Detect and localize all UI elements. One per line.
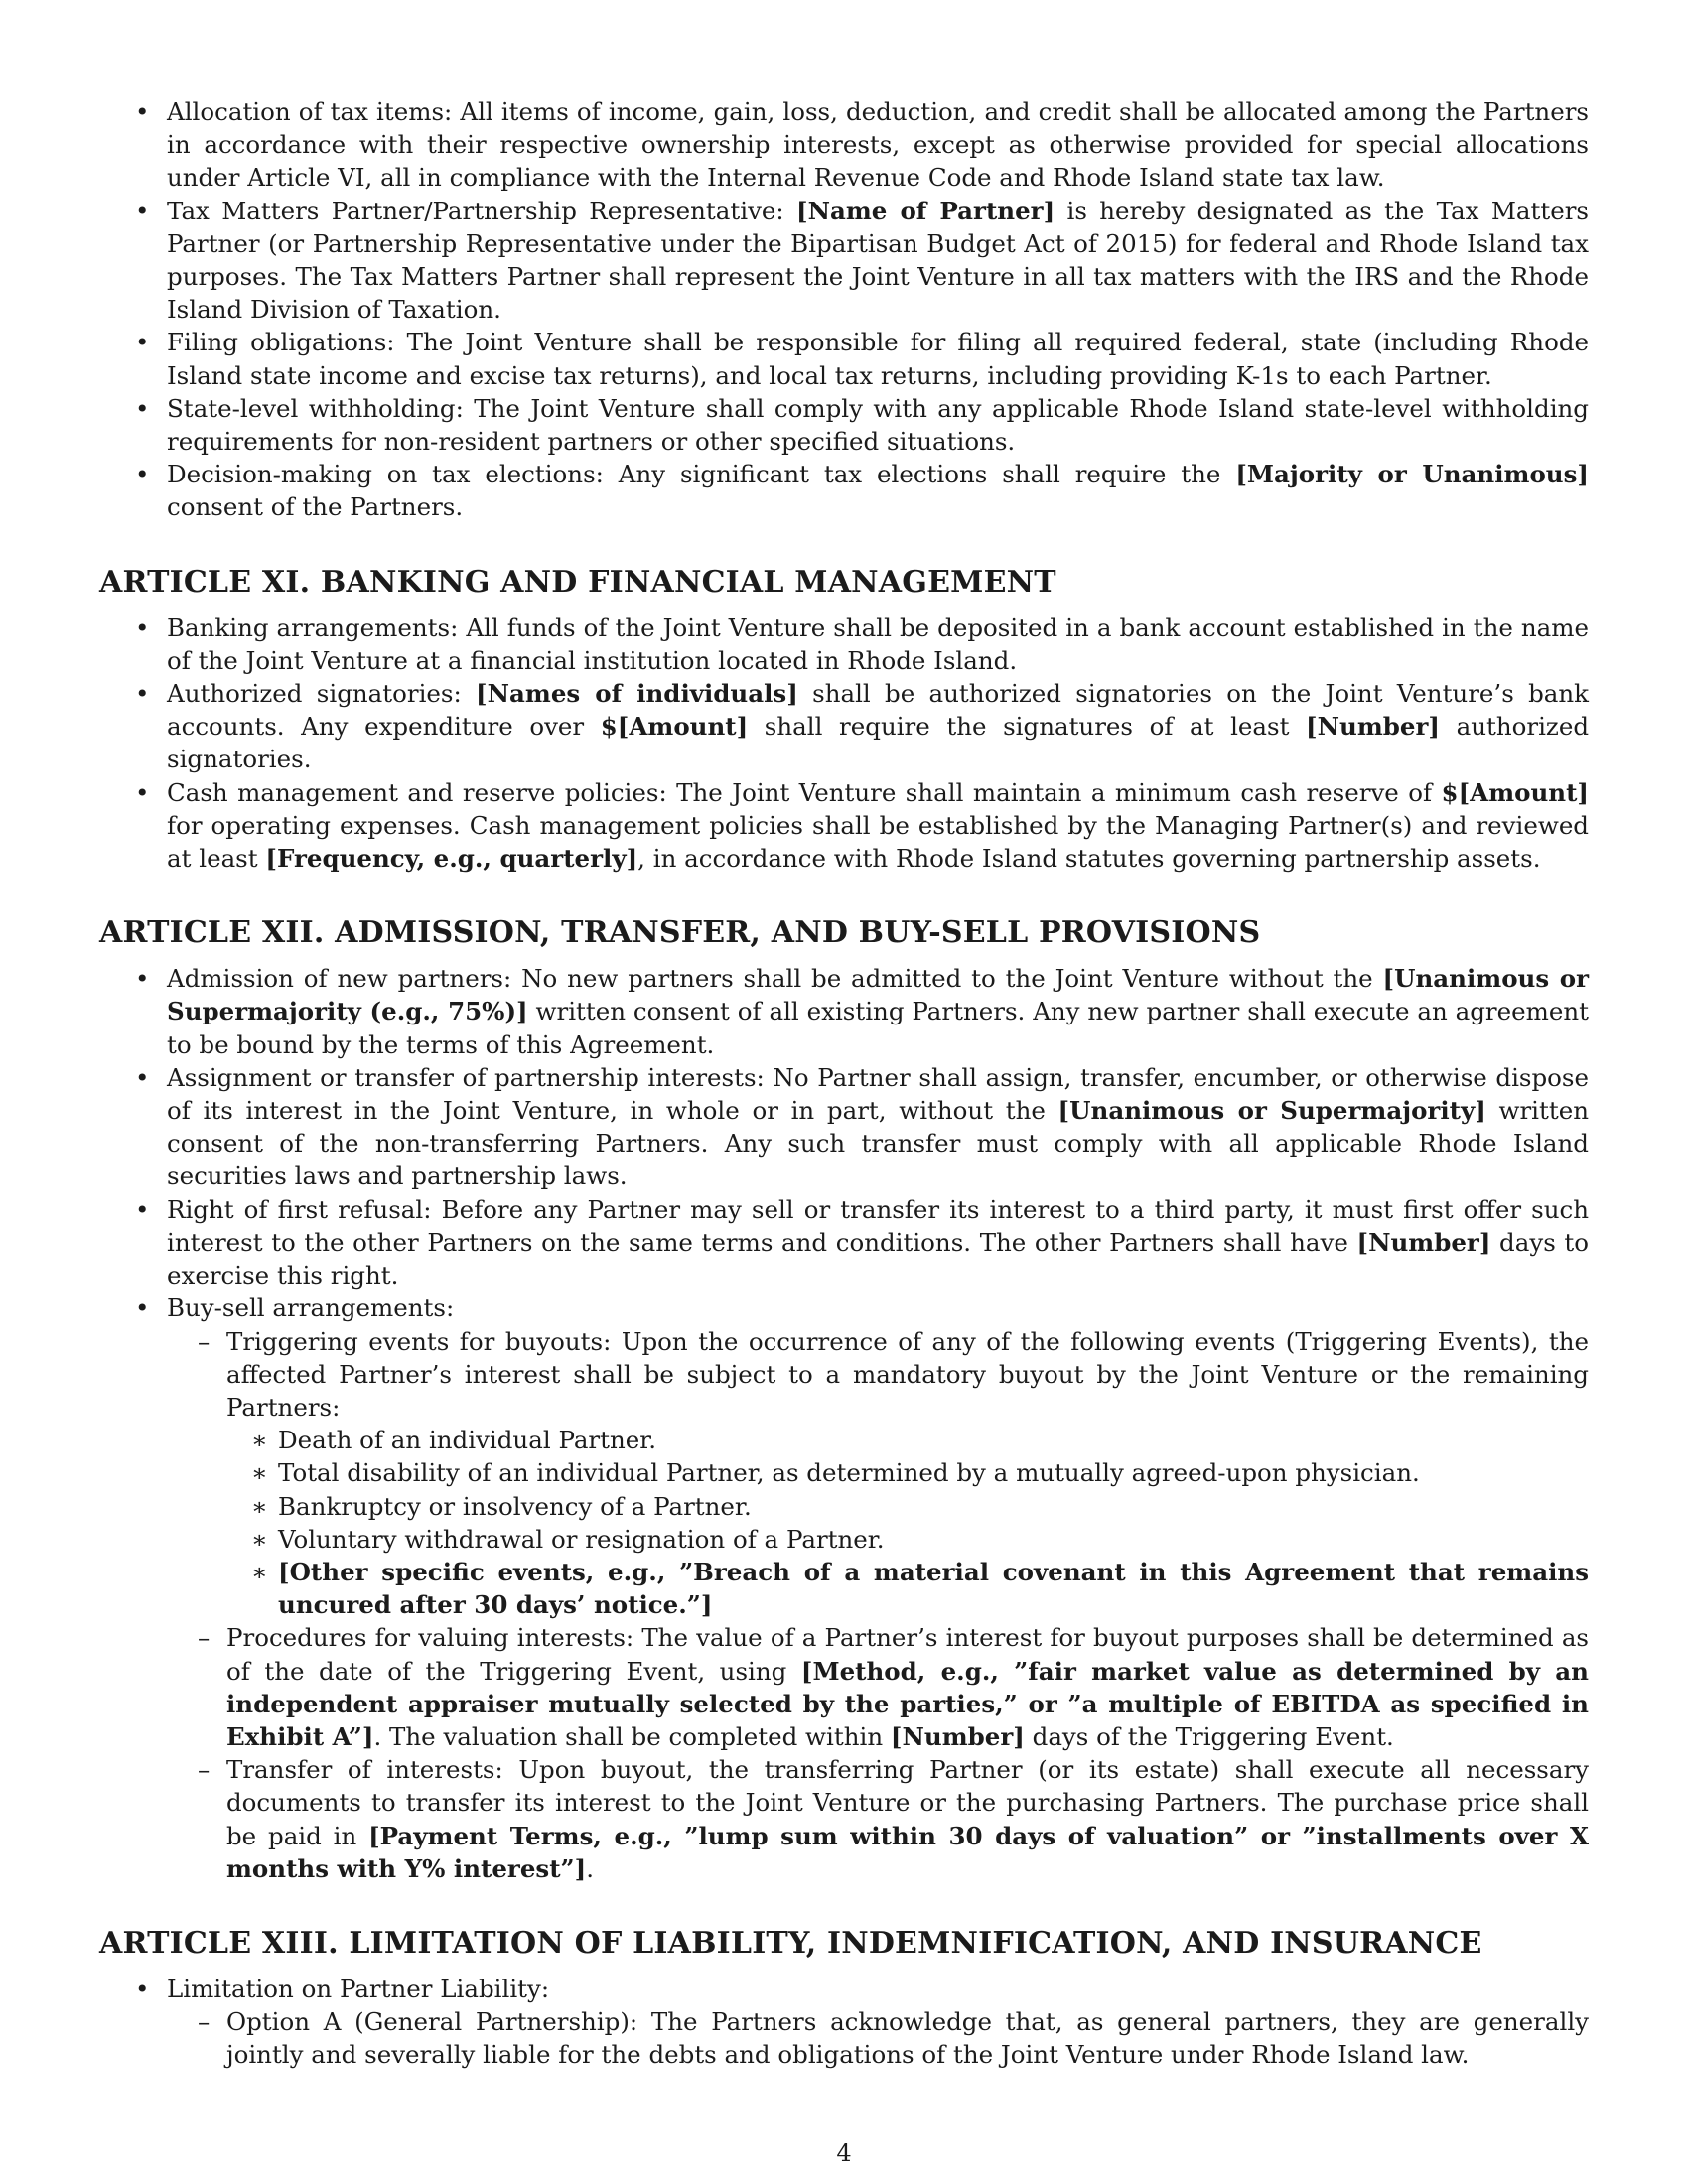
list-item: • Cash management and reserve policies: The Joint Venture shall maintain a minimum cash reserve of $[Amount] for operating expenses. Cash management policies shall be established by the Managing Partner(s) and reviewed at least [Frequency, e.g., quarterly], in accordance with Rhode Island statutes governing partnership assets.	[99, 776, 1589, 876]
liability-sublist	[167, 2005, 1589, 2071]
list-item: • Right of first refusal: Before any Partner may sell or transfer its interest to a third party, it must first offer such interest to the other Partners on the same terms and conditions. The other Partners shall have [Number] days to exercise this right.	[99, 1193, 1589, 1293]
placeholder-field: $[Amount]	[1441, 777, 1589, 807]
list-item: • Authorized signatories: [Names of individuals] shall be authorized signatories on the Joint Venture’s bank accounts. Any expenditure over $[Amount] shall require the signatures of at least [Number] authorized signatories.	[99, 677, 1589, 776]
article-xii-list	[99, 962, 1589, 1885]
placeholder-field: [Name of Partner]	[796, 196, 1055, 225]
article-xi-heading: ARTICLE XI. BANKING AND FINANCIAL MANAGEMENT	[99, 564, 1056, 600]
placeholder-field: [Number]	[890, 1721, 1025, 1751]
sub-list-item: – Triggering events for buyouts: Upon the occurrence of any of the following events (Triggering Events), the affected Partner’s interest shall be subject to a mandatory buyout by the Joint Venture or the remaining Partners: ∗ Death of an individual Partner. ∗ Total disability of an individual Partner, as determined by a mutually agreed-upon physician. ∗ Bankruptcy or insolvency of a Partner. ∗ Voluntary withdrawal or resignation of a Partner. ∗ [Other specific events, e.g., ”Breach of a material covenant in this Agreement that remains uncured after 30 days’ notice.”]	[99, 1325, 1589, 1622]
page-number: 4	[836, 2139, 852, 2167]
event-item: ∗ Total disability of an individual Partner, as determined by a mutually agreed-upon physician.	[99, 1456, 1589, 1489]
placeholder-field: [Unanimous or Supermajority (e.g., 75%)]	[167, 964, 1589, 1026]
buy-sell-sublist	[167, 1325, 1589, 1885]
placeholder-field: [Frequency, e.g., quarterly]	[265, 844, 638, 874]
sub-list-item: – Transfer of interests: Upon buyout, the transferring Partner (or its estate) shall execute all necessary documents to transfer its interest to the Joint Venture or the purchasing Partners. The purchase price shall be paid in [Payment Terms, e.g., ”lump sum within 30 days of valuation” or ”installments over X months with Y% interest”].	[99, 1753, 1589, 1885]
tax-list	[99, 95, 1589, 524]
event-item: ∗ Voluntary withdrawal or resignation of a Partner.	[99, 1523, 1589, 1556]
article-xiii-heading: ARTICLE XIII. LIMITATION OF LIABILITY, INDEMNIFICATION, AND INSURANCE	[99, 1925, 1482, 1961]
placeholder-field: [Number]	[1306, 712, 1440, 742]
list-item: • Decision-making on tax elections: Any significant tax elections shall require the [Majority or Unanimous] consent of the Partners.	[99, 458, 1589, 523]
placeholder-field: [Names of individuals]	[476, 679, 798, 709]
placeholder-field: [Method, e.g., ”fair market value as determined by an independent appraiser mutually selected by the parties,” or ”a multiple of EBITDA as specified in Exhibit A”]	[226, 1656, 1589, 1751]
placeholder-field: [Other specific events, e.g., ”Breach of a material covenant in this Agreement that remains uncured after 30 days’ notice.”]	[278, 1557, 1589, 1620]
article-xi-list	[99, 612, 1589, 876]
list-item: • Tax Matters Partner/Partnership Representative: [Name of Partner] is hereby designated as the Tax Matters Partner (or Partnership Representative under the Bipartisan Budget Act of 2015) for federal and Rhode Island tax purposes. The Tax Matters Partner shall represent the Joint Venture in all tax matters with the IRS and the Rhode Island Division of Taxation.	[99, 195, 1589, 327]
event-item: ∗ Bankruptcy or insolvency of a Partner.	[99, 1490, 1589, 1523]
list-item: • Assignment or transfer of partnership interests: No Partner shall assign, transfer, encumber, or otherwise dispose of its interest in the Joint Venture, in whole or in part, without the [Unanimous or Supermajority] written consent of the non-transferring Partners. Any such transfer must comply with all applicable Rhode Island securities laws and partnership laws.	[99, 1061, 1589, 1193]
list-item: • Admission of new partners: No new partners shall be admitted to the Joint Venture without the [Unanimous or Supermajority (e.g., 75%)] written consent of all existing Partners. Any new partner shall execute an agreement to be bound by the terms of this Agreement.	[99, 962, 1589, 1061]
list-item: • Buy-sell arrangements: – Triggering events for buyouts: Upon the occurrence of any of the following events (Triggering Events), the affected Partner’s interest shall be subject to a mandatory buyout by the Joint Venture or the remaining Partners: ∗ Death of an individual Partner. ∗ Total disability of an individual Partner, as determined by a mutually agreed-upon physician. ∗ Bankruptcy or insolvency of a Partner. ∗ Voluntary withdrawal or resignation of a Partner. ∗ [Other specific events, e.g., ”Breach of a material covenant in this Agreement that remains uncured after 30 days’ notice.”] – Procedures for valuing interests: The value of a Partner’s interest for buyout purposes shall be determined as of the date of the Triggering Event, using [Method, e.g., ”fair market value as determined by an independent appraiser mutually selected by the parties,” or ”a multiple of EBITDA as specified in Exhibit A”]. The valuation shall be completed within [Number] days of the Triggering Event. – Transfer of interests: Upon buyout, the transferring Partner (or its estate) shall execute all necessary documents to transfer its interest to the Joint Venture or the purchasing Partners. The purchase price shall be paid in [Payment Terms, e.g., ”lump sum within 30 days of valuation” or ”installments over X months with Y% interest”].	[99, 1292, 1589, 1885]
placeholder-field: [Payment Terms, e.g., ”lump sum within 30 days of valuation” or ”installments over X months with Y% interest”]	[226, 1821, 1589, 1883]
placeholder-field: [Number]	[1356, 1227, 1491, 1257]
article-xii-heading: ARTICLE XII. ADMISSION, TRANSFER, AND BUY-SELL PROVISIONS	[99, 915, 1261, 951]
document-page	[99, 95, 1589, 2072]
list-item: • Banking arrangements: All funds of the Joint Venture shall be deposited in a bank account established in the name of the Joint Venture at a financial institution located in Rhode Island.	[99, 612, 1589, 677]
event-item	[99, 1556, 1589, 1621]
placeholder-field: [Unanimous or Supermajority]	[1057, 1096, 1486, 1126]
list-item: • Allocation of tax items: All items of income, gain, loss, deduction, and credit shall be allocated among the Partners in accordance with their respective ownership interests, except as otherwise provided for special allocations under Article VI, all in compliance with the Internal Revenue Code and Rhode Island state tax law.	[99, 95, 1589, 195]
list-item: • Filing obligations: The Joint Venture shall be responsible for filing all required federal, state (including Rhode Island state income and excise tax returns), and local tax returns, including providing K-1s to each Partner.	[99, 326, 1589, 391]
sub-list-item: – Procedures for valuing interests: The value of a Partner’s interest for buyout purposes shall be determined as of the date of the Triggering Event, using [Method, e.g., ”fair market value as determined by an independent appraiser mutually selected by the parties,” or ”a multiple of EBITDA as specified in Exhibit A”]. The valuation shall be completed within [Number] days of the Triggering Event.	[99, 1621, 1589, 1753]
triggering-events-list	[226, 1424, 1589, 1621]
placeholder-field: [Majority or Unanimous]	[1235, 460, 1589, 489]
placeholder-field: $[Amount]	[600, 712, 749, 742]
list-item: • Limitation on Partner Liability: – Option A (General Partnership): The Partners acknowledge that, as general partners, they are generally jointly and severally liable for the debts and obligations of the Joint Venture under Rhode Island law.	[99, 1973, 1589, 2072]
article-xiii-list	[99, 1973, 1589, 2072]
event-item: ∗ Death of an individual Partner.	[99, 1424, 1589, 1456]
list-item: • State-level withholding: The Joint Venture shall comply with any applicable Rhode Island state-level withholding requirements for non-resident partners or other specified situations.	[99, 392, 1589, 458]
sub-list-item: – Option A (General Partnership): The Partners acknowledge that, as general partners, they are generally jointly and severally liable for the debts and obligations of the Joint Venture under Rhode Island law.	[99, 2005, 1589, 2071]
